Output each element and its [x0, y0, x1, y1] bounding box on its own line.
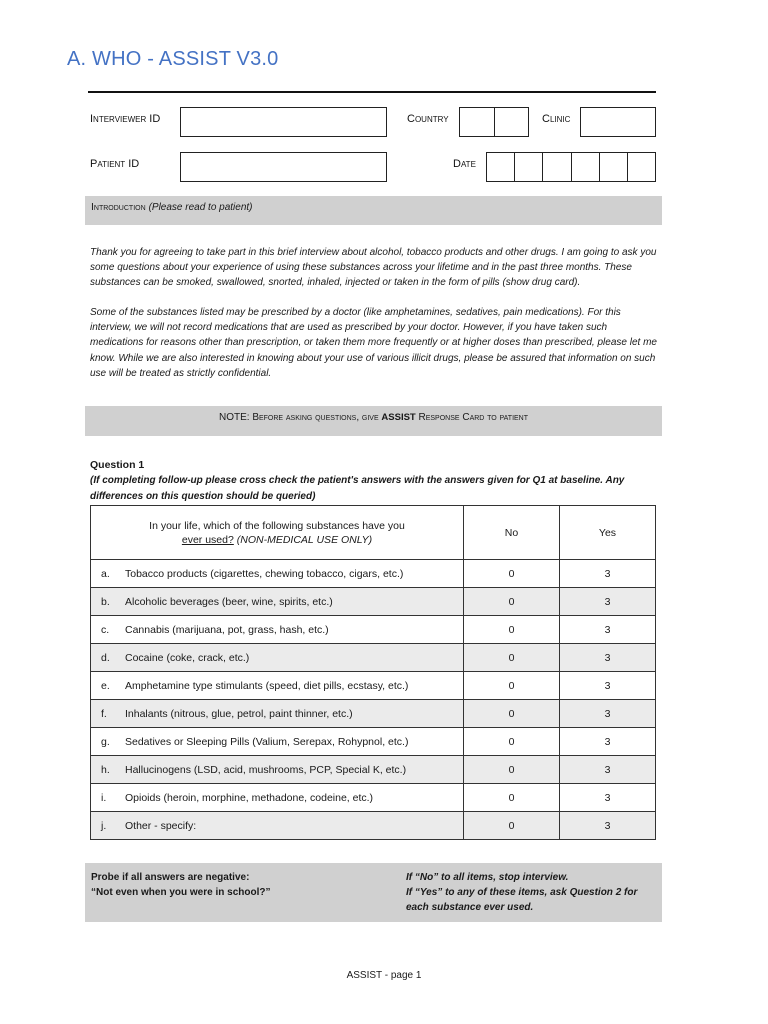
substance-label: Other - specify: [125, 819, 197, 832]
answer-no[interactable]: 0 [464, 784, 560, 812]
intro-paragraph-1: Thank you for agreeing to take part in this brief interview about alcohol, tobacco products and other drugs. I am going to ask you some questions about your experience of using these substances across your lifetime and in the past three months. These substances can be smoked, swallowed, snorted, inhaled, injected or taken in the form of pills (show drug card). [90, 247, 657, 289]
date-cell[interactable] [543, 153, 571, 181]
substance-cell [91, 784, 464, 812]
table-row [91, 588, 656, 616]
substance-cell [91, 672, 464, 700]
document-title: A. WHO - ASSIST V3.0 [67, 48, 279, 70]
answer-yes[interactable]: 3 [560, 756, 656, 784]
table-row [91, 784, 656, 812]
item-letter: d. [101, 651, 110, 664]
table-row [91, 560, 656, 588]
substance-label: Hallucinogens (LSD, acid, mushrooms, PCP, Special K, etc.) [125, 763, 407, 776]
patient-id-label: Patient ID [90, 158, 140, 170]
answer-yes[interactable]: 3 [560, 784, 656, 812]
date-field[interactable] [486, 152, 656, 182]
substance-cell [91, 728, 464, 756]
answer-no[interactable]: 0 [464, 672, 560, 700]
substance-cell [91, 756, 464, 784]
substance-label: Alcoholic beverages (beer, wine, spirits, etc.) [125, 595, 333, 608]
table-row [91, 812, 656, 840]
question-1-table [90, 505, 656, 840]
routing-line-2: If “Yes” to any of these items, ask Question 2 for each substance ever used. [406, 887, 638, 913]
item-letter: a. [101, 567, 110, 580]
introduction-band [85, 196, 662, 225]
probe-routing [406, 870, 651, 915]
substance-cell [91, 700, 464, 728]
routing-line-1: If “No” to all items, stop interview. [406, 872, 569, 883]
table-row [91, 616, 656, 644]
substance-label: Sedatives or Sleeping Pills (Valium, Serepax, Rohypnol, etc.) [125, 735, 409, 748]
page-footer: ASSIST - page 1 [346, 970, 422, 981]
country-field[interactable] [459, 107, 529, 137]
item-letter: i. [101, 791, 107, 804]
clinic-field[interactable] [580, 107, 656, 137]
substance-label: Tobacco products (cigarettes, chewing tobacco, cigars, etc.) [125, 567, 404, 580]
date-cell[interactable] [515, 153, 543, 181]
date-cell[interactable] [628, 153, 655, 181]
table-row [91, 728, 656, 756]
probe-instruction [91, 870, 270, 900]
answer-yes[interactable]: 3 [560, 560, 656, 588]
substance-label: Cannabis (marijuana, pot, grass, hash, etc.) [125, 623, 329, 636]
note-text-end: Response Card to patient [415, 412, 529, 423]
table-row [91, 700, 656, 728]
question-header-underline: ever used? [181, 533, 234, 546]
country-label: Country [407, 113, 449, 125]
substance-cell [91, 644, 464, 672]
introduction-heading: Introduction [91, 201, 146, 213]
answer-yes[interactable]: 3 [560, 812, 656, 840]
answer-no[interactable]: 0 [464, 700, 560, 728]
column-header-yes: Yes [560, 506, 656, 560]
country-cell[interactable] [495, 108, 529, 136]
country-cell[interactable] [460, 108, 495, 136]
answer-no[interactable]: 0 [464, 756, 560, 784]
question-header [91, 506, 464, 560]
answer-no[interactable]: 0 [464, 588, 560, 616]
probe-line-2: “Not even when you were in school?” [91, 887, 271, 898]
probe-line-1: Probe if all answers are negative: [91, 872, 250, 883]
table-row [91, 756, 656, 784]
introduction-note: (Please read to patient) [148, 202, 253, 213]
date-cell[interactable] [487, 153, 515, 181]
answer-no[interactable]: 0 [464, 728, 560, 756]
date-label: Date [453, 158, 476, 170]
question-1-title: Question 1 [90, 459, 145, 471]
substance-cell [91, 616, 464, 644]
column-header-no: No [464, 506, 560, 560]
question-1-note: (If completing follow-up please cross check the patient's answers with the answers given for Q1 at baseline. Any differences on this question should be queried) [90, 475, 625, 502]
answer-yes[interactable]: 3 [560, 728, 656, 756]
patient-id-field[interactable] [180, 152, 387, 182]
question-header-text: In your life, which of the following substances have you [149, 519, 405, 532]
item-letter: e. [101, 679, 110, 692]
note-assist: ASSIST [381, 412, 416, 423]
answer-no[interactable]: 0 [464, 644, 560, 672]
note-text: Before asking questions, give [252, 412, 382, 423]
item-letter: j. [101, 819, 107, 832]
answer-yes[interactable]: 3 [560, 672, 656, 700]
note-prefix: NOTE: [218, 412, 253, 423]
clinic-label: Clinic [542, 113, 571, 125]
interviewer-id-field[interactable] [180, 107, 387, 137]
item-letter: g. [101, 735, 110, 748]
substance-label: Inhalants (nitrous, glue, petrol, paint thinner, etc.) [125, 707, 353, 720]
title-divider [88, 91, 656, 93]
note-band [85, 406, 662, 436]
date-cell[interactable] [600, 153, 628, 181]
answer-no[interactable]: 0 [464, 616, 560, 644]
answer-yes[interactable]: 3 [560, 588, 656, 616]
intro-paragraph-2: Some of the substances listed may be prescribed by a doctor (like amphetamines, sedatives, pain medications). For this interview, we will not record medications that are used as prescribed by your doctor. However, if you have taken such medications for reasons other than prescription, or taken them more frequently or at higher doses than prescribed, please let me know. While we are also interested in knowing about your use of various illicit drugs, please be assured that information on such use will be treated as strictly confidential. [90, 307, 657, 379]
probe-band [85, 863, 662, 922]
item-letter: b. [101, 595, 110, 608]
substance-cell [91, 588, 464, 616]
substance-label: Cocaine (coke, crack, etc.) [125, 651, 250, 664]
answer-yes[interactable]: 3 [560, 644, 656, 672]
substance-cell [91, 560, 464, 588]
answer-yes[interactable]: 3 [560, 700, 656, 728]
item-letter: f. [101, 707, 107, 720]
question-header-italic: (NON-MEDICAL USE ONLY) [236, 533, 373, 546]
interviewer-id-label: Interviewer ID [90, 113, 161, 125]
table-row [91, 644, 656, 672]
answer-no[interactable]: 0 [464, 812, 560, 840]
table-row [91, 672, 656, 700]
date-cell[interactable] [572, 153, 600, 181]
table-header-row [91, 506, 656, 560]
answer-no[interactable]: 0 [464, 560, 560, 588]
answer-yes[interactable]: 3 [560, 616, 656, 644]
substance-cell [91, 812, 464, 840]
substance-label: Amphetamine type stimulants (speed, diet pills, ecstasy, etc.) [125, 679, 409, 692]
item-letter: c. [101, 623, 110, 636]
substance-label: Opioids (heroin, morphine, methadone, codeine, etc.) [125, 791, 374, 804]
item-letter: h. [101, 763, 110, 776]
